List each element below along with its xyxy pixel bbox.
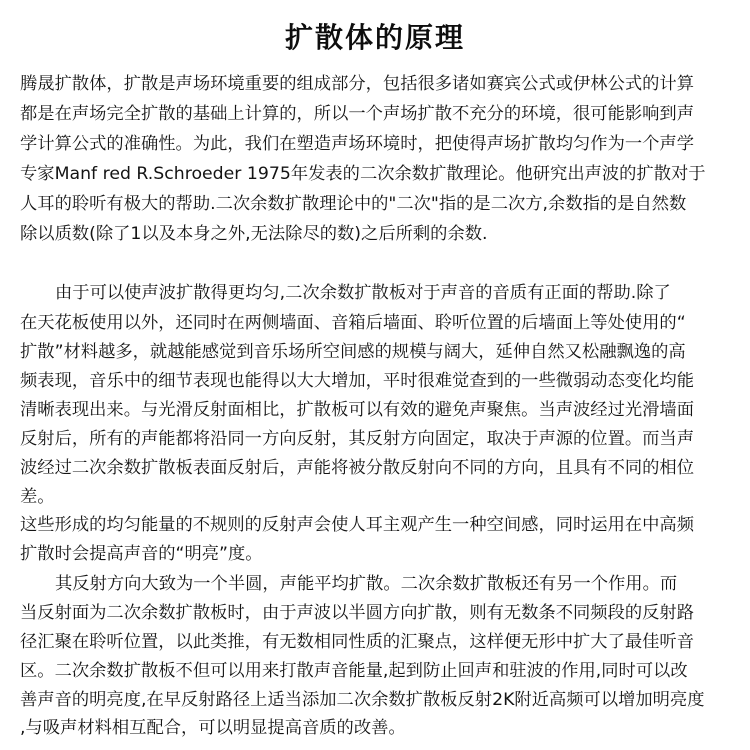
paragraph-3-line-1: 这些形成的均匀能量的不规则的反射声会使人耳主观产生一种空间感，同时运用在中高频	[20, 515, 694, 535]
paragraph-2-line-4: 频表现，音乐中的细节表现也能得以大大增加，平时很难觉查到的一些微弱动态变化均能	[20, 371, 694, 391]
paragraph-1-line-2: 都是在声场完全扩散的基础上计算的，所以一个声场扩散不充分的环境，很可能影响到声	[20, 104, 694, 124]
paragraph-2-line-8: 差。	[20, 487, 55, 507]
paragraph-4-line-2: 当反射面为二次余数扩散板时，由于声波以半圆方向扩散，则有无数条不同频段的反射路	[20, 603, 694, 623]
paragraph-4-line-6: ,与吸声材料相互配合，可以明显提高音质的改善。	[20, 718, 406, 738]
paragraph-2-line-1: 由于可以使声波扩散得更均匀,二次余数扩散板对于声音的音质有正面的帮助.除了	[55, 283, 671, 303]
paragraph-4-line-5: 善声音的明亮度,在早反射路径上适当添加二次余数扩散板反射2K附近高频可以增加明亮度	[20, 690, 705, 710]
paragraph-4-line-4: 区。二次余数扩散板不但可以用来打散声音能量,起到防止回声和驻波的作用,同时可以改	[20, 661, 688, 681]
paragraph-4-line-3: 径汇聚在聆听位置，以此类推，有无数相同性质的汇聚点，这样便无形中扩大了最佳听音	[20, 632, 694, 652]
paragraph-4-line-1: 其反射方向大致为一个半圆，声能平均扩散。二次余数扩散板还有另一个作用。而	[55, 574, 678, 594]
paragraph-2-line-3: 扩散”材料越多，就越能感觉到音乐场所空间感的规模与阔大，延伸自然又松融飘逸的高	[20, 342, 686, 362]
paragraph-2-line-6: 反射后，所有的声能都将沿同一方向反射，其反射方向固定，取决于声源的位置。而当声	[20, 429, 694, 449]
paragraph-1-line-3: 学计算公式的准确性。为此，我们在塑造声场环境时，把使得声场扩散均匀作为一个声学	[20, 134, 694, 154]
paragraph-1-line-4: 专家Manf red R.Schroeder 1975年发表的二次余数扩散理论。他研究出声波的扩散对于	[20, 164, 706, 184]
paragraph-2-line-7: 波经过二次余数扩散板表面反射后，声能将被分散反射向不同的方向，且具有不同的相位	[20, 458, 694, 478]
paragraph-2-line-2: 在天花板使用以外，还同时在两侧墙面、音箱后墙面、聆听位置的后墙面上等处使用的“	[20, 313, 686, 333]
paragraph-1-line-1: 腾晟扩散体，扩散是声场环境重要的组成部分，包括很多诸如赛宾公式或伊林公式的计算	[20, 74, 694, 94]
paragraph-1-line-5: 人耳的聆听有极大的帮助.二次余数扩散理论中的"二次"指的是二次方,余数指的是自然数	[20, 194, 687, 214]
page-title: 扩散体的原理	[284, 21, 465, 54]
paragraph-1-line-6: 除以质数(除了1以及本身之外,无法除尽的数)之后所剩的余数.	[20, 224, 488, 244]
paragraph-3-line-2: 扩散时会提高声音的“明亮”度。	[20, 544, 263, 564]
paragraph-2-line-5: 清晰表现出来。与光滑反射面相比，扩散板可以有效的避免声聚焦。当声波经过光滑墙面	[20, 400, 694, 420]
